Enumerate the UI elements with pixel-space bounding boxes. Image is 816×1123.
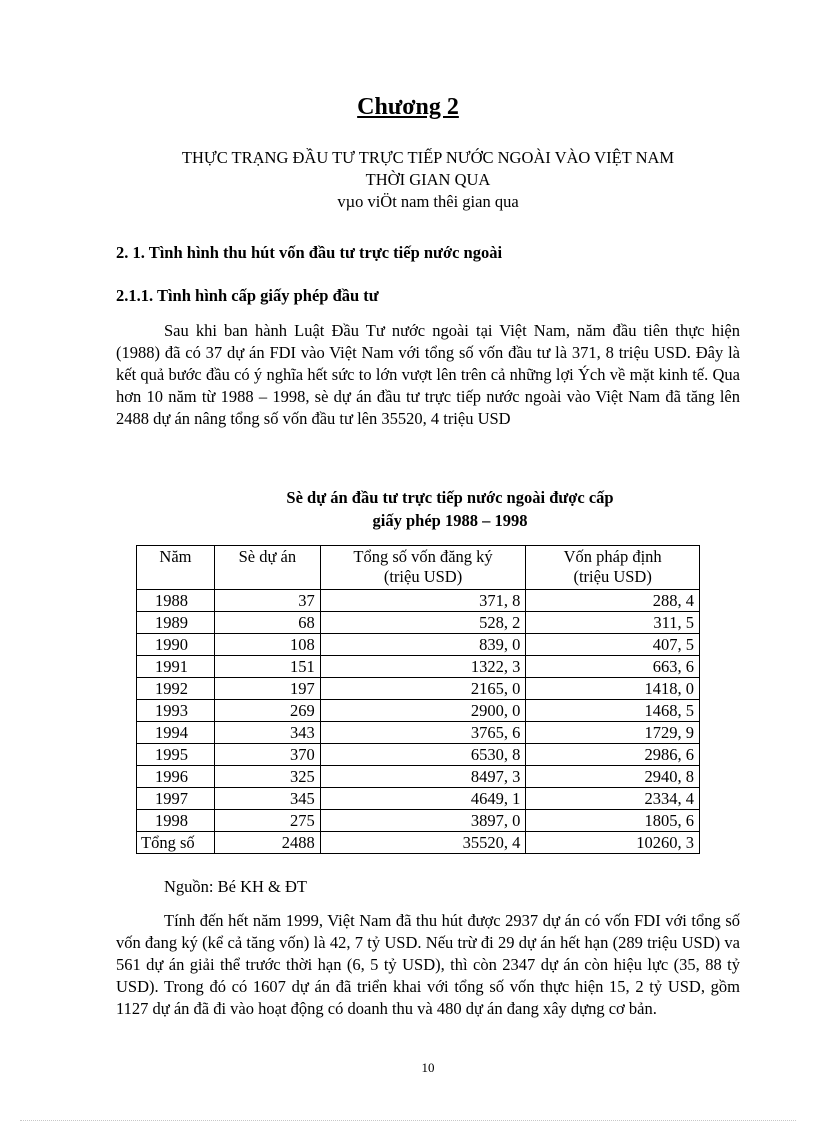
- cell-year: 1997: [137, 788, 215, 810]
- cell-registered-capital: 3765, 6: [320, 722, 526, 744]
- cell-legal-capital: 2940, 8: [526, 766, 700, 788]
- cell-registered-capital: 4649, 1: [320, 788, 526, 810]
- paragraph-intro: Sau khi ban hành Luật Đầu Tư nước ngoài tại Việt Nam, năm đầu tiên thực hiện (1988) đã có 37 dự án FDI vào Việt Nam với tổng số vốn đầu tư là 371, 8 triệu USD. Đây là kết quả bước đầu có ý nghĩa hết sức to lớn vượt lên trên cả những lợi Ých về mặt kinh tế. Qua hơn 10 năm từ 1988 – 1998, sè dự án đầu tư trực tiếp nước ngoài vào Việt Nam đã tăng lên 2488 dự án nâng tổng số vốn đầu tư lên 35520, 4 triệu USD: [116, 321, 740, 428]
- cell-legal-capital: 1805, 6: [526, 810, 700, 832]
- cell-year: 1995: [137, 744, 215, 766]
- cell-year: 1989: [137, 612, 215, 634]
- cell-year: 1993: [137, 700, 215, 722]
- cell-registered-capital: 3897, 0: [320, 810, 526, 832]
- cell-projects: 151: [214, 656, 320, 678]
- table-caption: [0, 486, 816, 532]
- cell-year: 1994: [137, 722, 215, 744]
- cell-legal-capital: 1418, 0: [526, 678, 700, 700]
- table-row: [137, 722, 700, 744]
- table-row: [137, 810, 700, 832]
- table-row: [137, 634, 700, 656]
- table-row: [137, 700, 700, 722]
- cell-legal-capital: 288, 4: [526, 590, 700, 612]
- subtitle-line-3: vµo viÖt nam thêi gian qua: [337, 192, 519, 211]
- cell-projects: 345: [214, 788, 320, 810]
- header-registered-capital: Tổng số vốn đăng ký (triệu USD): [320, 546, 526, 590]
- cell-registered-capital: 2900, 0: [320, 700, 526, 722]
- cell-total-registered-capital: 35520, 4: [320, 832, 526, 854]
- cell-projects: 68: [214, 612, 320, 634]
- cell-year: 1998: [137, 810, 215, 832]
- cell-registered-capital: 1322, 3: [320, 656, 526, 678]
- table-source: Nguồn: Bé KH & ĐT: [164, 877, 307, 896]
- cell-legal-capital: 663, 6: [526, 656, 700, 678]
- cell-registered-capital: 371, 8: [320, 590, 526, 612]
- cell-projects: 108: [214, 634, 320, 656]
- cell-projects: 197: [214, 678, 320, 700]
- cell-legal-capital: 1468, 5: [526, 700, 700, 722]
- subtitle-line-2: THỜI GIAN QUA: [365, 170, 491, 189]
- cell-year: 1991: [137, 656, 215, 678]
- cell-projects: 269: [214, 700, 320, 722]
- cell-legal-capital: 2334, 4: [526, 788, 700, 810]
- header-projects: Sè dự án: [214, 546, 320, 590]
- paragraph-summary: Tính đến hết năm 1999, Việt Nam đã thu hút được 2937 dự án có vốn FDI với tổng số vốn đang ký (kể cả tăng vốn) là 42, 7 tỷ USD. Nếu trừ đi 29 dự án hết hạn (289 triệu USD) va 561 dự án giải thể trước thời hạn (6, 5 tỷ USD), thì còn 2347 dự án còn hiệu lực (35, 88 tỷ USD). Trong đó có 1607 dự án đã triển khai với tổng số vốn thực hiện 15, 2 tỷ USD, gồm 1127 dự án đã đi vào hoạt động có doanh thu và 480 dự án đang xây dựng cơ bản.: [116, 911, 740, 1018]
- cell-legal-capital: 2986, 6: [526, 744, 700, 766]
- cell-year: 1988: [137, 590, 215, 612]
- table-total-row: [137, 832, 700, 854]
- cell-total-label: Tổng số: [137, 832, 215, 854]
- cell-legal-capital: 1729, 9: [526, 722, 700, 744]
- table-header-row: [137, 546, 700, 590]
- table-row: [137, 766, 700, 788]
- cell-registered-capital: 8497, 3: [320, 766, 526, 788]
- cell-projects: 37: [214, 590, 320, 612]
- cell-year: 1992: [137, 678, 215, 700]
- page-bottom-rule: [20, 1120, 796, 1121]
- page-number: 10: [421, 1060, 435, 1075]
- cell-year: 1996: [137, 766, 215, 788]
- table-row: [137, 744, 700, 766]
- section-heading: 2. 1. Tình hình thu hút vốn đầu tư trực tiếp nước ngoài: [116, 243, 503, 262]
- table-row: [137, 678, 700, 700]
- cell-year: 1990: [137, 634, 215, 656]
- cell-total-legal-capital: 10260, 3: [526, 832, 700, 854]
- table-caption-line-2: giấy phép 1988 – 1998: [372, 511, 528, 530]
- subtitle-line-1: THỰC TRẠNG ĐẦU TƯ TRỰC TIẾP NƯỚC NGOÀI VÀO VIỆT NAM: [181, 148, 675, 167]
- cell-projects: 275: [214, 810, 320, 832]
- cell-total-projects: 2488: [214, 832, 320, 854]
- chapter-subtitle: [0, 147, 816, 213]
- subsection-heading: 2.1.1. Tình hình cấp giấy phép đầu tư: [116, 286, 379, 305]
- header-legal-capital: Vốn pháp định (triệu USD): [526, 546, 700, 590]
- table-caption-line-1: Sè dự án đầu tư trực tiếp nước ngoài được cấp: [286, 488, 614, 507]
- table-row: [137, 656, 700, 678]
- header-year: Năm: [137, 546, 215, 590]
- cell-registered-capital: 2165, 0: [320, 678, 526, 700]
- fdi-projects-table: [136, 545, 700, 854]
- cell-legal-capital: 407, 5: [526, 634, 700, 656]
- cell-registered-capital: 6530, 8: [320, 744, 526, 766]
- table-row: [137, 788, 700, 810]
- cell-registered-capital: 839, 0: [320, 634, 526, 656]
- cell-legal-capital: 311, 5: [526, 612, 700, 634]
- table-row: [137, 590, 700, 612]
- cell-projects: 325: [214, 766, 320, 788]
- cell-registered-capital: 528, 2: [320, 612, 526, 634]
- cell-projects: 370: [214, 744, 320, 766]
- chapter-title: Chương 2: [357, 94, 459, 120]
- cell-projects: 343: [214, 722, 320, 744]
- table-row: [137, 612, 700, 634]
